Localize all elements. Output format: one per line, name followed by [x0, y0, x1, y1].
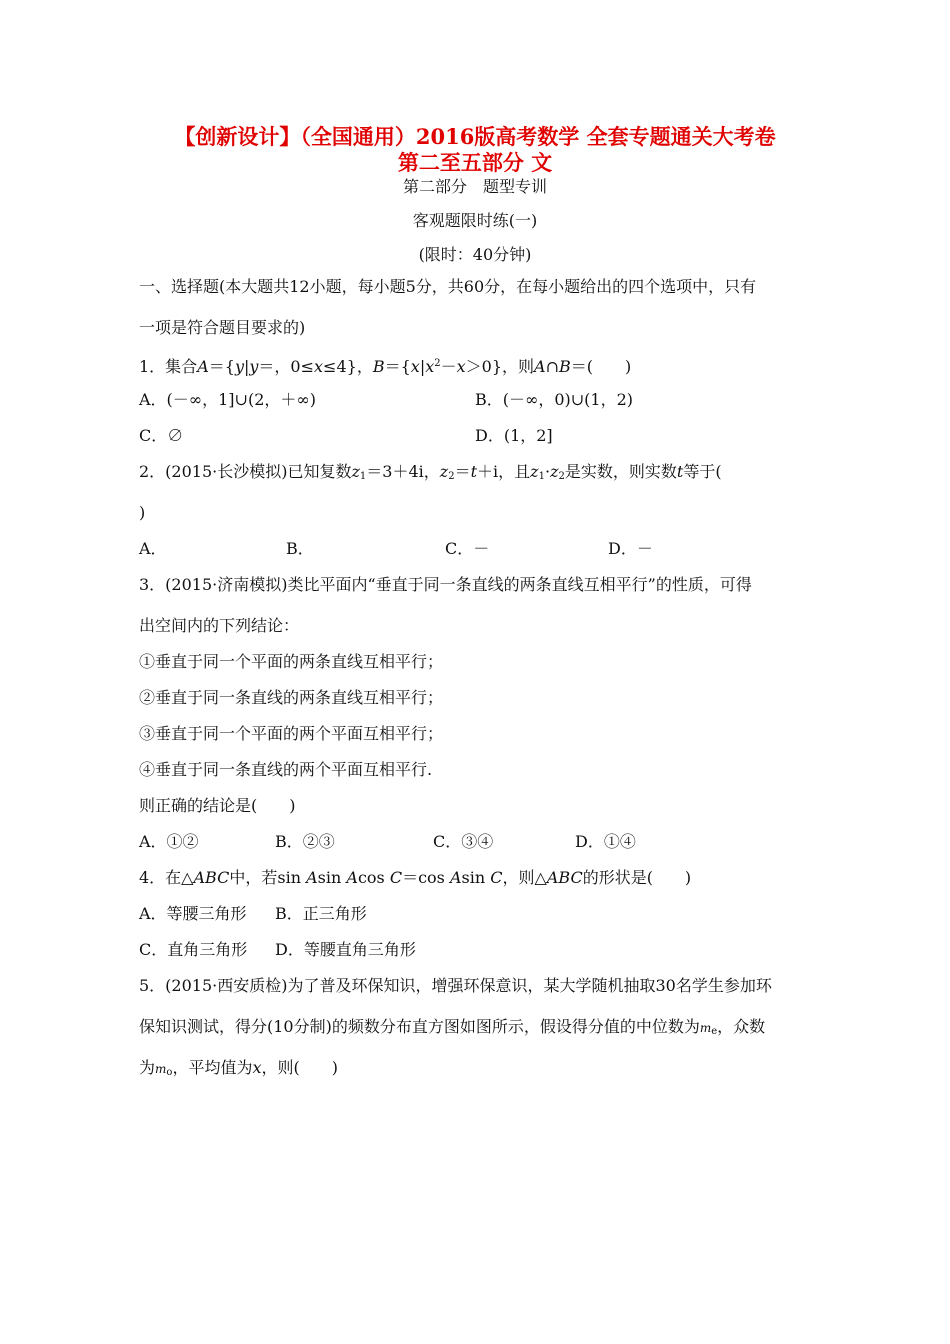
part-heading: 第二部分 题型专训: [402, 177, 547, 196]
question-3-ask: 则正确的结论是( ): [139, 796, 296, 815]
question-2-stem-continued: ): [139, 503, 146, 522]
question-5-stem-line2: 保知识测试，得分(10分制)的频数分布直方图如图所示，假设得分值的中位数为$m_e$，众数: [139, 1017, 766, 1037]
question-4-option-a: A．等腰三角形: [139, 904, 247, 923]
question-3-statement-3: ③垂直于同一个平面的两个平面互相平行；: [139, 724, 444, 743]
question-1-option-c: C．∅: [139, 426, 184, 445]
question-3-statement-2: ②垂直于同一条直线的两条直线互相平行；: [139, 688, 444, 707]
question-3-stem-line2: 出空间内的下列结论：: [139, 616, 300, 635]
question-4-option-b: B．正三角形: [275, 904, 367, 923]
question-4-stem: 4．在△ABC中，若sin Asin Acos C＝cos Asin C，则△ABC的形状是( ): [139, 868, 692, 887]
question-2-stem: 2．(2015·长沙模拟)已知复数$z_1=3+4i$，$z_2=t+i$，且$z_1\cdot z_2$是实数，则实数t等于(: [139, 462, 722, 482]
question-1-option-b: B．(－∞，0)∪(1，2): [475, 390, 634, 409]
time-limit: (限时：40分钟): [418, 245, 532, 264]
instructions-line2: 一项是符合题目要求的): [139, 318, 306, 337]
question-1-option-d: D．(1，2]: [475, 426, 553, 445]
question-4-option-c: C．直角三角形: [139, 940, 248, 959]
question-1-option-a: A．(－∞，1]∪(2，＋∞): [139, 390, 316, 409]
document-title-line1: 【创新设计】（全国通用）2016版高考数学 全套专题通关大考卷: [174, 124, 776, 149]
question-3-option-b: B．②③: [275, 832, 335, 851]
question-3-stem-line1: 3．(2015·济南模拟)类比平面内“垂直于同一条直线的两条直线互相平行”的性质，可得: [139, 575, 752, 594]
question-4-option-d: D．等腰直角三角形: [275, 940, 416, 959]
question-2-option-d: D．－: [608, 539, 653, 558]
question-3-option-d: D．①④: [575, 832, 636, 851]
question-2-option-c: C．－: [445, 539, 490, 558]
question-5-stem-line3: 为$m_o$，平均值为x，则( ): [139, 1058, 338, 1078]
question-2-option-a: A．: [139, 539, 167, 558]
question-3-statement-1: ①垂直于同一个平面的两条直线互相平行；: [139, 652, 444, 671]
instructions-line1: 一、选择题(本大题共12小题，每小题5分，共60分，在每小题给出的四个选项中，只有: [139, 277, 757, 296]
question-3-statement-4: ④垂直于同一条直线的两个平面互相平行.: [139, 760, 433, 779]
question-3-option-a: A．①②: [139, 832, 199, 851]
question-2-option-b: B．: [286, 539, 314, 558]
question-5-stem-line1: 5．(2015·西安质检)为了普及环保知识，增强环保意识，某大学随机抽取30名学生参加环: [139, 976, 772, 995]
document-title-line2: 第二至五部分 文: [397, 150, 553, 175]
question-3-option-c: C．③④: [433, 832, 494, 851]
section-heading: 客观题限时练(一): [412, 211, 538, 230]
question-1-stem: 1．集合A＝{y|y＝，0≤x≤4}，$B=\{x|x^2-x>0\}$，则A∩B＝( ): [139, 357, 632, 376]
